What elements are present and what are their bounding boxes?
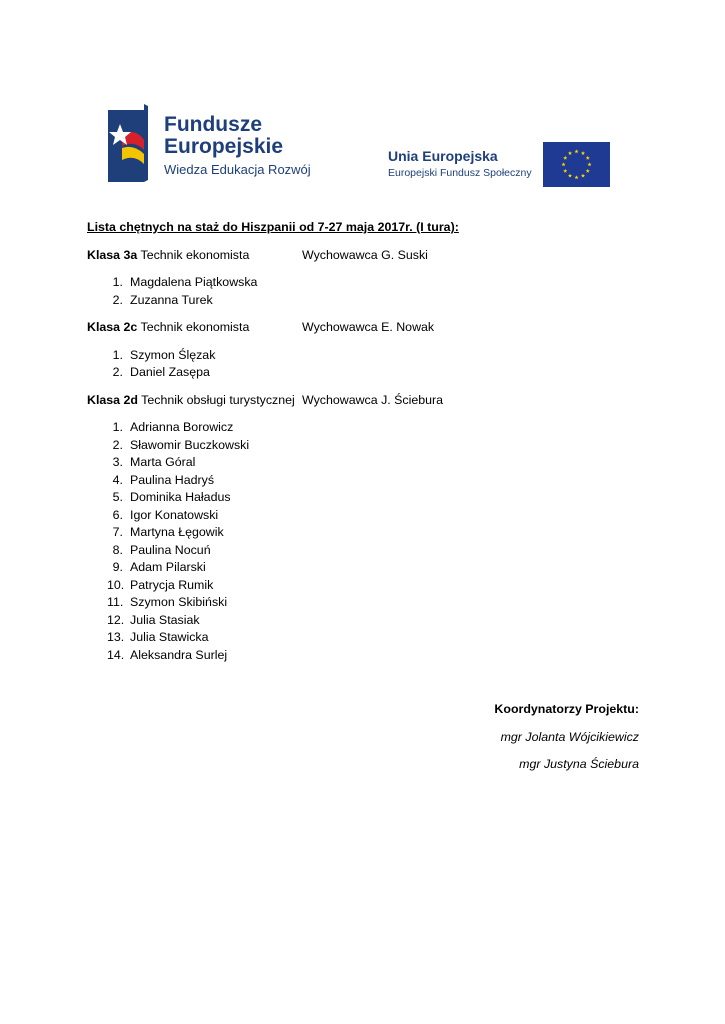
student-name: Szymon Skibiński xyxy=(130,595,228,609)
student-name: Martyna Łęgowik xyxy=(130,525,224,539)
class-code: Klasa 2d xyxy=(87,392,138,407)
student-list xyxy=(87,347,647,382)
student-name: Igor Konatowski xyxy=(130,507,219,522)
class-tutor: Wychowawca E. Nowak xyxy=(302,320,435,334)
unia-europejska-logo xyxy=(388,140,613,190)
document-body xyxy=(87,219,647,674)
student-number: 11. xyxy=(107,595,124,609)
student-name: Daniel Zasępa xyxy=(130,365,210,379)
class-profile: Technik ekonomista xyxy=(137,320,250,334)
student-name: Paulina Hadryś xyxy=(130,472,215,487)
student-number: 1. xyxy=(112,420,123,434)
student-list-item xyxy=(87,454,647,472)
logo-unia-line1: Unia Europejska xyxy=(388,148,498,164)
coordinator-name: mgr Justyna Ściebura xyxy=(519,757,639,771)
student-list-item xyxy=(87,594,647,612)
class-header xyxy=(87,247,647,265)
logo-fundusze-line2: Europejskie xyxy=(164,135,284,158)
student-number: 8. xyxy=(112,542,123,557)
student-list-item xyxy=(87,274,647,292)
student-list-item xyxy=(87,647,647,665)
eu-flag-icon xyxy=(543,142,610,187)
student-list-item xyxy=(87,437,647,455)
student-number: 5. xyxy=(112,490,123,504)
student-name: Szymon Ślęzak xyxy=(130,347,216,362)
logo-fundusze-line3: Wiedza Edukacja Rozwój xyxy=(164,162,311,177)
fundusze-europejskie-mark-icon xyxy=(108,104,148,182)
student-list-item xyxy=(87,472,647,490)
student-name: Paulina Nocuń xyxy=(130,542,211,557)
student-list-item xyxy=(87,507,647,525)
student-list-item xyxy=(87,419,647,437)
student-number: 3. xyxy=(112,455,123,469)
coordinators-heading: Koordynatorzy Projektu: xyxy=(494,702,639,716)
student-number: 1. xyxy=(112,275,123,289)
coordinators-block xyxy=(494,702,639,775)
student-list-item xyxy=(87,577,647,595)
class-label xyxy=(87,392,295,410)
student-number: 12. xyxy=(107,612,125,627)
student-number: 9. xyxy=(112,560,123,574)
student-list-item xyxy=(87,524,647,542)
student-number: 6. xyxy=(112,507,123,522)
student-number: 1. xyxy=(112,347,123,362)
student-number: 2. xyxy=(112,437,123,452)
student-name: Julia Stasiak xyxy=(130,612,200,627)
class-code: Klasa 2c xyxy=(87,320,138,334)
student-list-item xyxy=(87,542,647,560)
student-name: Julia Stawicka xyxy=(130,630,209,644)
student-list xyxy=(87,274,647,309)
student-list-item xyxy=(87,612,647,630)
class-header xyxy=(87,319,647,337)
document-title: Lista chętnych na staż do Hiszpanii od 7-27 maja 2017r. (I tura): xyxy=(87,220,459,234)
student-number: 7. xyxy=(112,525,123,539)
class-profile: Technik ekonomista xyxy=(137,247,250,262)
student-name: Magdalena Piątkowska xyxy=(130,275,258,289)
logo-fundusze-line1: Fundusze xyxy=(164,113,262,136)
student-name: Adrianna Borowicz xyxy=(130,420,234,434)
class-tutor: Wychowawca G. Suski xyxy=(302,247,428,262)
student-list-item xyxy=(87,364,647,382)
class-label xyxy=(87,247,249,265)
student-list-item xyxy=(87,489,647,507)
student-name: Patrycja Rumik xyxy=(130,577,214,592)
student-list-item xyxy=(87,347,647,365)
student-number: 14. xyxy=(107,647,125,662)
student-number: 13. xyxy=(107,630,125,644)
student-number: 10. xyxy=(107,577,125,592)
class-header xyxy=(87,392,647,410)
student-list-item xyxy=(87,292,647,310)
class-tutor: Wychowawca J. Ściebura xyxy=(302,392,444,407)
student-name: Zuzanna Turek xyxy=(130,292,213,307)
student-name: Aleksandra Surlej xyxy=(130,647,228,662)
student-name: Marta Góral xyxy=(130,455,196,469)
student-list-item xyxy=(87,559,647,577)
logo-unia-line2: Europejski Fundusz Społeczny xyxy=(388,167,532,179)
class-code: Klasa 3a xyxy=(87,247,138,262)
student-name: Sławomir Buczkowski xyxy=(130,437,250,452)
class-profile: Technik obsługi turystycznej xyxy=(137,392,295,407)
student-number: 2. xyxy=(112,365,123,379)
fundusze-europejskie-logo xyxy=(108,104,328,184)
student-list-item xyxy=(87,629,647,647)
student-name: Dominika Haładus xyxy=(130,490,231,504)
student-name: Adam Pilarski xyxy=(130,560,206,574)
class-label xyxy=(87,319,249,337)
coordinator-name: mgr Jolanta Wójcikiewicz xyxy=(500,729,639,744)
student-list xyxy=(87,419,647,664)
class-lists xyxy=(87,247,647,665)
student-number: 2. xyxy=(112,292,123,307)
student-number: 4. xyxy=(112,472,123,487)
